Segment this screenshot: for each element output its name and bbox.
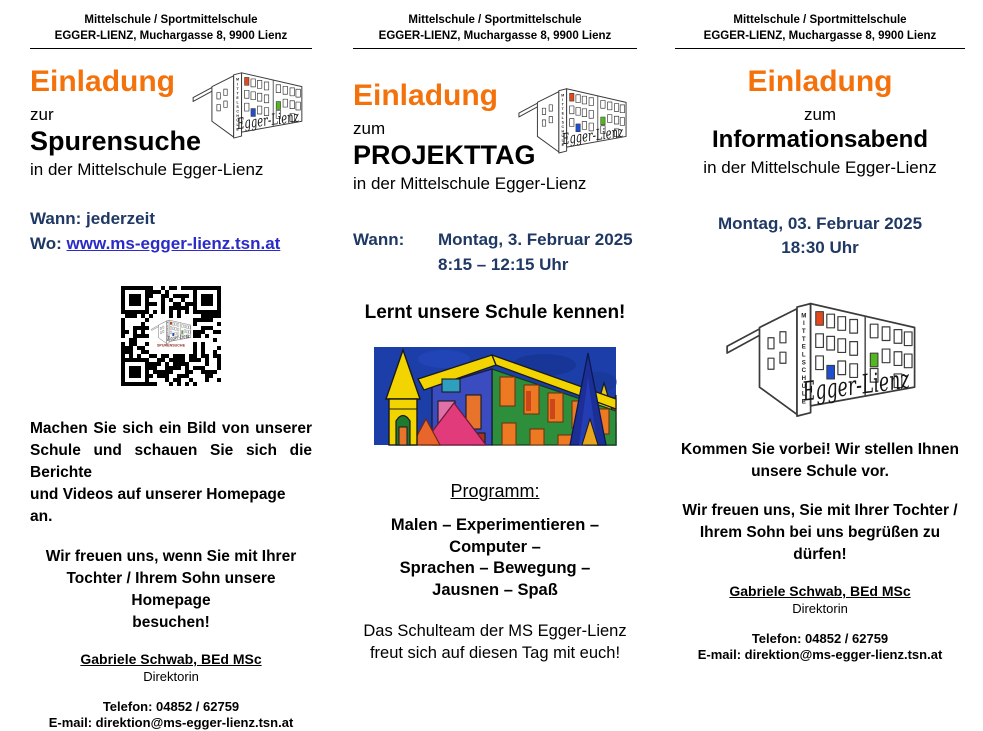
school-name: Mittelschule / Sportmittelschule xyxy=(733,14,907,26)
header-rule xyxy=(353,48,637,49)
event-name: Informationsabend xyxy=(711,126,928,153)
principal-name: Gabriele Schwab, BEd MSc xyxy=(729,583,911,599)
program-list: Malen – Experimentieren – Computer – Sprachen – Bewegung – Jausnen – Spaß xyxy=(390,516,600,599)
preposition: zum xyxy=(353,119,386,138)
when-date: Montag, 3. Februar 2025 xyxy=(438,230,633,249)
preposition: zur xyxy=(30,105,54,124)
event-subtitle: in der Mittelschule Egger-Lienz xyxy=(30,160,264,179)
school-address: EGGER-LIENZ, Muchargasse 8, 9900 Lienz xyxy=(378,30,612,42)
panel-spurensuche xyxy=(0,0,330,730)
time-line: 18:30 Uhr xyxy=(781,238,859,257)
qr-code xyxy=(113,278,229,394)
program-title: Programm: xyxy=(450,481,540,501)
header-rule xyxy=(675,48,965,49)
invitation-title: Einladung xyxy=(747,65,893,98)
event-subtitle: in der Mittelschule Egger-Lienz xyxy=(353,174,587,193)
date-line: Montag, 03. Februar 2025 xyxy=(717,214,923,233)
event-subtitle: in der Mittelschule Egger-Lienz xyxy=(703,158,937,177)
when-line: Wann: jederzeit xyxy=(30,209,155,228)
event-name: Spurensuche xyxy=(30,126,202,156)
email-line: E-mail: direktion@ms-egger-lienz.tsn.at xyxy=(48,715,294,730)
when-where-block xyxy=(30,206,312,256)
school-logo-icon xyxy=(190,58,304,142)
when-label: Wann: xyxy=(353,230,405,249)
event-name: PROJEKTTAG xyxy=(353,140,536,170)
invitation-title: Einladung xyxy=(353,79,498,112)
panel-informationsabend xyxy=(655,0,983,680)
school-address: EGGER-LIENZ, Muchargasse 8, 9900 Lienz xyxy=(54,30,288,42)
school-name: Mittelschule / Sportmittelschule xyxy=(408,14,582,26)
homepage-paragraph: Machen Sie sich ein Bild von unserer Schule und schauen Sie sich die Berichte und Videos auf unserer Homepage an. xyxy=(30,420,312,525)
date-block xyxy=(675,212,965,260)
principal-role: Direktorin xyxy=(143,669,199,684)
school-logo-icon xyxy=(516,74,628,157)
when-block xyxy=(353,227,637,277)
closing-paragraph: Wir freuen uns, Sie mit Ihrer Tochter / Ihrem Sohn bei uns begrüßen zu dürfen! xyxy=(682,502,958,563)
where-line xyxy=(30,231,312,256)
principal-name: Gabriele Schwab, BEd MSc xyxy=(80,651,262,667)
phone-line: Telefon: 04852 / 62759 xyxy=(102,699,240,714)
panel-projekttag xyxy=(330,0,655,680)
principal-role: Direktorin xyxy=(792,601,848,616)
closing-paragraph: Das Schulteam der MS Egger-Lienz freut sich auf diesen Tag mit euch! xyxy=(363,622,627,662)
header-rule xyxy=(30,48,312,49)
visit-paragraph: Kommen Sie vorbei! Wir stellen Ihnen unsere Schule vor. xyxy=(680,441,960,480)
where-label: Wo: xyxy=(30,234,62,253)
school-painting xyxy=(374,347,616,445)
homepage-link[interactable]: www.ms-egger-lienz.tsn.at xyxy=(66,234,281,253)
invitation-title: Einladung xyxy=(30,65,175,98)
school-header xyxy=(675,12,965,49)
school-header xyxy=(30,12,312,49)
contact-block xyxy=(675,631,965,663)
preposition: zum xyxy=(803,105,837,124)
contact-block xyxy=(30,699,312,731)
phone-line: Telefon: 04852 / 62759 xyxy=(751,631,889,646)
headline: Lernt unsere Schule kennen! xyxy=(364,302,626,323)
svg-text:SPURENSUCHE: SPURENSUCHE xyxy=(157,342,186,348)
closing-paragraph: Wir freuen uns, wenn Sie mit Ihrer Tochter / Ihrem Sohn unsere Homepage besuchen! xyxy=(45,548,297,631)
school-name: Mittelschule / Sportmittelschule xyxy=(84,14,258,26)
school-address: EGGER-LIENZ, Muchargasse 8, 9900 Lienz xyxy=(703,30,937,42)
when-time: 8:15 – 12:15 Uhr xyxy=(438,255,569,274)
school-header xyxy=(353,12,637,49)
email-line: E-mail: direktion@ms-egger-lienz.tsn.at xyxy=(697,647,943,662)
school-logo-icon xyxy=(722,278,918,423)
